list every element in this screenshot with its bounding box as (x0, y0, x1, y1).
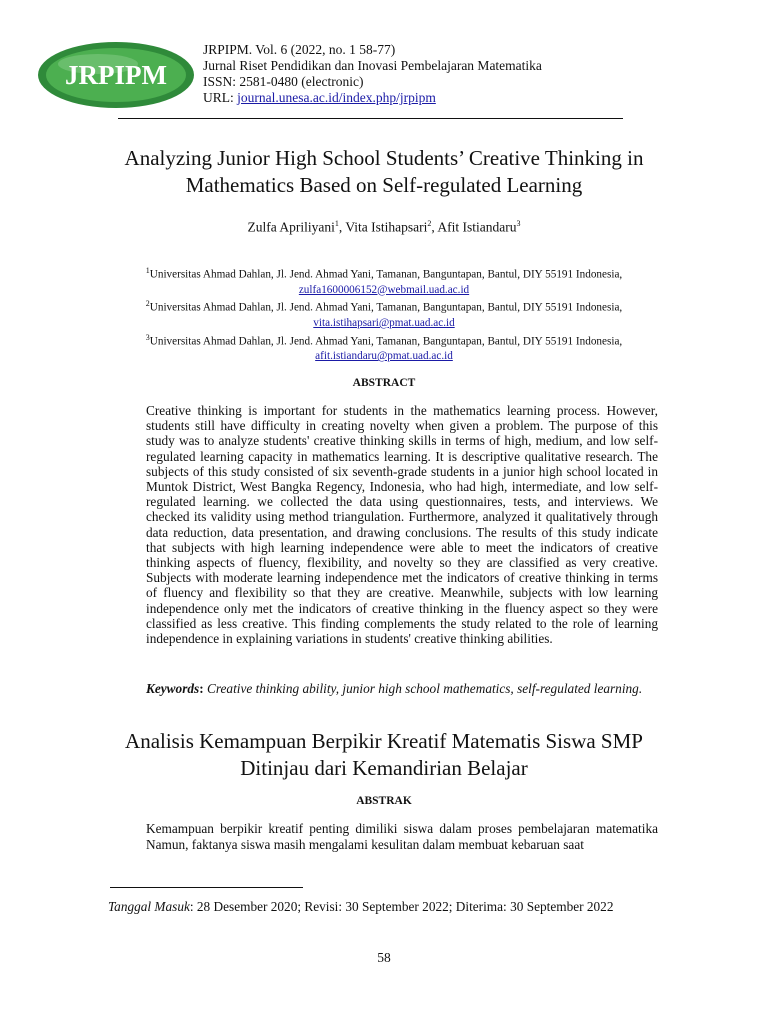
footnote-rule (110, 887, 303, 888)
title-id-line2: Ditinjau dari Kemandirian Belajar (240, 756, 528, 780)
footnote-text: : 28 Desember 2020; Revisi: 30 September 2022; Diterima: 30 September 2022 (189, 899, 614, 914)
journal-volume: JRPIPM. Vol. 6 (2022, no. 1 58-77) (203, 42, 396, 57)
affiliation-email-link[interactable]: vita.istihapsari@pmat.uad.ac.id (313, 316, 455, 329)
affiliation-sup: 3 (145, 332, 150, 342)
author-name: Afit Istiandaru (437, 219, 517, 235)
keywords-text: Creative thinking ability, junior high school mathematics, self-regulated learning. (206, 681, 643, 696)
affiliation-text: Universitas Ahmad Dahlan, Jl. Jend. Ahmad Yani, Tamanan, Banguntapan, Bantul, DIY 55191 Indonesia, (149, 335, 623, 348)
keywords-colon: : (199, 681, 204, 696)
affiliation (90, 297, 678, 316)
journal-name: Jurnal Riset Pendidikan dan Inovasi Pembelajaran Matematika (203, 58, 542, 73)
affiliation-sup: 1 (145, 266, 150, 275)
journal-info (203, 42, 542, 106)
keywords (146, 681, 658, 697)
author-sup: 1 (334, 219, 339, 228)
page-number: 58 (377, 950, 391, 965)
abstract-body: Creative thinking is important for students in the mathematics learning process. However, students still have difficulty in creating novelty when given a problem. The purpose of this study was to analyze students' creative thinking skills in terms of high, medium, and low self-regulated learning capacity in mathematics learning. It is descriptive qualitative research. The subjects of this study consisted of six seventh-grade students in a junior high school located in Muntok District, West Bangka Regency, Indonesia, who had high, intermediate, and low self-regulated learning. we collected the data using questionnaires, tests, and interviews. We checked its validity using method triangulation. Furthermore, analyzed it qualitatively through data reduction, data presentation, and drawing conclusions. The results of this study indicate that subjects with high learning independence were able to meet the indicators of creative thinking aspects of fluency, flexibility, and novelty so they are classified as very creative. Subjects with moderate learning independence met the indicators of creative thinking in terms of fluency and flexibility so that they are creative. Meanwhile, subjects with low learning independence only met the indicators of creative thinking in the fluency aspect so they were classified as less creative. This finding complements the study related to the role of learning independence in explaining variations in students' creative thinking abilities. (146, 403, 658, 647)
affiliation (90, 264, 678, 283)
author-name: Vita Istihapsari (345, 219, 428, 235)
abstract-heading: ABSTRACT (352, 377, 416, 389)
author-sup: 3 (516, 219, 521, 228)
journal-url-link[interactable]: journal.unesa.ac.id/index.php/jrpipm (237, 90, 436, 105)
header-rule (118, 118, 623, 119)
logo-text: JRPIPM (65, 60, 167, 90)
title-id (80, 728, 688, 782)
author-sep: , (338, 219, 346, 235)
title-id-line1: Analisis Kemampuan Berpikir Kreatif Matematis Siswa SMP (125, 729, 643, 753)
affiliation-text: Universitas Ahmad Dahlan, Jl. Jend. Ahmad Yani, Tamanan, Banguntapan, Bantul, DIY 55191 Indonesia, (149, 268, 623, 281)
abstrak-body: Kemampuan berpikir kreatif penting dimiliki siswa dalam proses pembelajaran matematika Namun, faktanya siswa masih mengalami kesulitan dalam membuat kebaruan saat (146, 821, 658, 852)
abstrak-heading: ABSTRAK (356, 795, 412, 807)
affiliation (90, 331, 678, 350)
keywords-label: Keywords (146, 681, 200, 696)
author-name: Zulfa Apriliyani (247, 219, 335, 235)
affiliation-list (90, 264, 678, 364)
journal-issn: ISSN: 2581-0480 (electronic) (203, 74, 364, 89)
footnote-label: Tanggal Masuk (108, 899, 190, 914)
title-en (80, 145, 688, 199)
title-en-line2: Mathematics Based on Self-regulated Learning (185, 173, 583, 197)
author-sup: 2 (427, 219, 432, 228)
journal-logo (36, 40, 196, 110)
affiliation-email-link[interactable]: zulfa1600006152@webmail.uad.ac.id (298, 283, 470, 296)
author-sep: , (431, 219, 438, 235)
footnote (108, 898, 668, 915)
affiliation-email-link[interactable]: afit.istiandaru@pmat.uad.ac.id (315, 350, 453, 363)
journal-url-line (203, 90, 542, 106)
url-label: URL: (203, 90, 238, 105)
affiliation-text: Universitas Ahmad Dahlan, Jl. Jend. Ahmad Yani, Tamanan, Banguntapan, Bantul, DIY 55191 Indonesia, (149, 302, 623, 315)
affiliation-sup: 2 (145, 299, 150, 309)
title-en-line1: Analyzing Junior High School Students’ Creative Thinking in (124, 146, 644, 170)
author-list (100, 219, 668, 236)
